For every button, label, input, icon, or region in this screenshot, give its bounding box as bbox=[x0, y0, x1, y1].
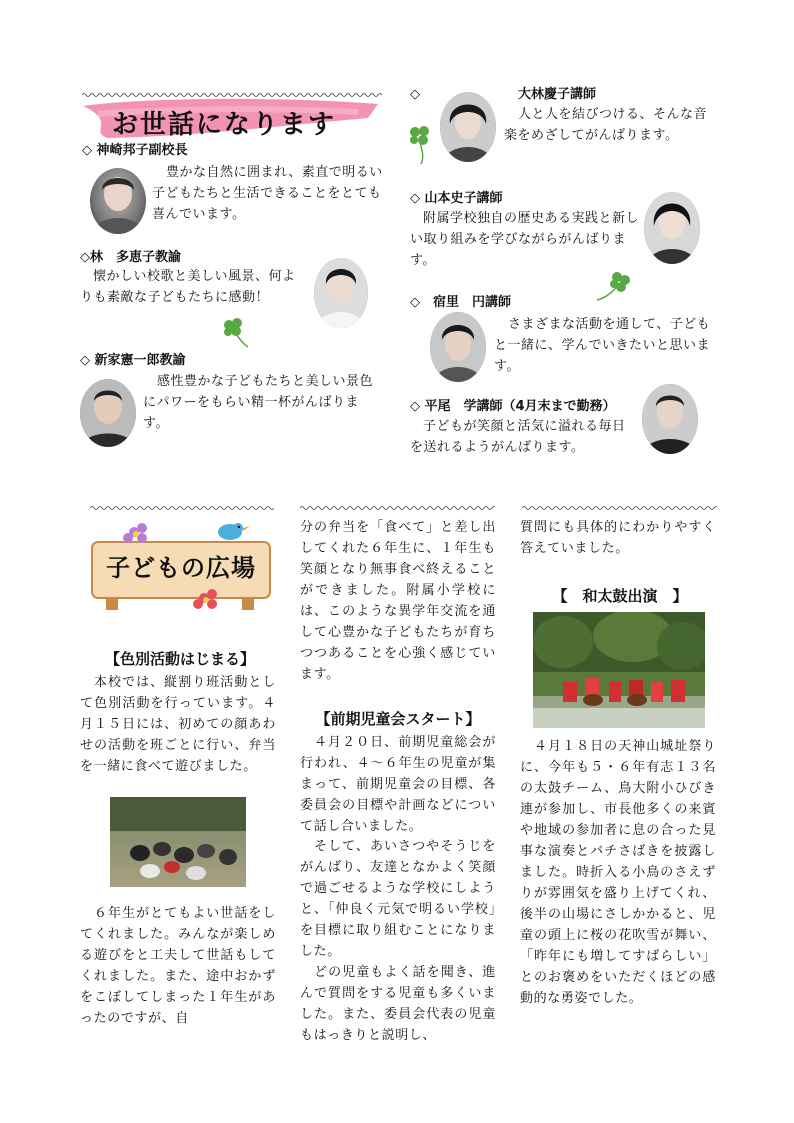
flower-icon bbox=[123, 523, 147, 543]
wavy-divider-col1 bbox=[90, 505, 275, 511]
col3-para2: ４月１８日の天神山城址祭りに、今年も５・６年有志１３名の太鼓チーム、鳥大附小ひびき連が参加し、市長他多くの来賓や地域の参加者に息の合った見事な演奏とバチさばきを披露しました。時折入る小鳥のさえずりが雰囲気を盛り上げてくれ、後半の山場にさしかかると、児童の頭上に桜の花吹雪が舞い、「昨年にも増してすばらしい」とのお褒めをいただくほどの感動的な勇姿でした。 bbox=[520, 739, 716, 1006]
staff-name-obayashi: 大林慶子講師 bbox=[518, 87, 597, 102]
col2-para3: そして、あいさつやそうじをがんばり、友達となかよく笑顔で過ごせるような学校にしようと、「仲良く元気で明るい学校」を目標に取り組むことになりました。 bbox=[300, 839, 496, 959]
col3-para1: 質問にも具体的にわかりやすく答えていました。 bbox=[520, 520, 716, 556]
staff-text-shukuri: さまざまな活動を通して、子どもと一緒に、学んでいきたいと思います。 bbox=[494, 317, 711, 374]
col1-para2: ６年生がとてもよい世話をしてくれました。みんなが楽しめる遊びをと工夫して世話もしてくれました。また、途中おかずをこぼしてしまった１年生があったのですが、自 bbox=[80, 906, 276, 1026]
avatar-hayashi bbox=[314, 258, 368, 328]
avatar-obayashi bbox=[440, 92, 496, 162]
staff-text-shinya: 感性豊かな子どもたちと美しい景色にパワーをもらい精一杯がんばります。 bbox=[143, 374, 374, 431]
bird-icon bbox=[218, 523, 250, 540]
clover-icon bbox=[595, 268, 631, 302]
avatar-yamamoto bbox=[644, 192, 700, 264]
staff-diamond: ◇ bbox=[410, 87, 420, 102]
staff-name-shinya: ◇ 新家憲一郎教諭 bbox=[80, 353, 186, 368]
plaza-title: 子どもの広場 bbox=[106, 554, 256, 582]
wavy-divider-col3 bbox=[522, 505, 717, 511]
avatar-kanzaki bbox=[90, 168, 146, 234]
col2-para2: ４月２０日、前期児童総会が行われ、４～６年生の児童が集まって、前期児童会の目標、各委員会の目標や計画などについて話し合いました。 bbox=[300, 735, 496, 834]
staff-name-kanzaki: ◇ 神崎邦子副校長 bbox=[82, 143, 188, 158]
staff-name-hayashi: ◇林 多恵子教諭 bbox=[80, 250, 181, 265]
staff-text-obayashi: 人と人を結びつける、そんな音楽をめざしてがんばります。 bbox=[504, 107, 708, 143]
photo-lunch-activity bbox=[110, 797, 246, 887]
col2-para4: どの児童もよく話を聞き、進んで質問をする児童も多くいました。また、委員会代表の児童もはっきりと説明し、 bbox=[300, 965, 496, 1043]
staff-name-yamamoto: ◇ 山本史子講師 bbox=[410, 191, 503, 206]
clover-icon bbox=[218, 315, 250, 349]
staff-text-kanzaki: 豊かな自然に囲まれ、素直で明るい子どもたちと生活できることをとても喜んでいます。 bbox=[152, 165, 383, 222]
col2-para1: 分の弁当を「食べて」と差し出してくれた６年生に、１年生も笑顔となり無事食べ終えることができました。附属小学校には、このような異学年交流を通して心豊かな子どもたちが育ちつつあることを心強く感じています。 bbox=[300, 520, 496, 682]
photo-taiko-performance bbox=[533, 612, 705, 728]
staff-name-shukuri: ◇ 宿里 円講師 bbox=[410, 295, 511, 310]
avatar-hirao bbox=[642, 384, 698, 454]
avatar-shukuri bbox=[430, 312, 486, 382]
clover-icon bbox=[405, 122, 435, 166]
col1-para1: 本校では、縦割り班活動として色別活動を行っています。４月１５日には、初めての顔あわせの活動を班ごとに行い、弁当を一緒に食べて遊びました。 bbox=[80, 675, 276, 774]
staff-section-title: お世話になります bbox=[112, 110, 337, 140]
staff-text-yamamoto: 附属学校独自の歴史ある実践と新しい取り組みを学びながらがんばります。 bbox=[410, 211, 640, 268]
staff-text-hirao: 子どもが笑顔と活気に溢れる毎日を送れるようがんばります。 bbox=[410, 419, 626, 455]
col1-heading: 【色別活動はじまる】 bbox=[104, 650, 255, 668]
col3-heading: 【 和太鼓出演 】 bbox=[552, 587, 688, 605]
staff-name-hirao: ◇ 平尾 学講師（4月末まで勤務） bbox=[410, 399, 616, 414]
col2-heading: 【前期児童会スタート】 bbox=[315, 710, 481, 728]
staff-text-hayashi: 懐かしい校歌と美しい風景、何よりも素敵な子どもたちに感動！ bbox=[80, 269, 296, 305]
avatar-shinya bbox=[80, 379, 136, 447]
wavy-divider-col2 bbox=[300, 505, 495, 511]
